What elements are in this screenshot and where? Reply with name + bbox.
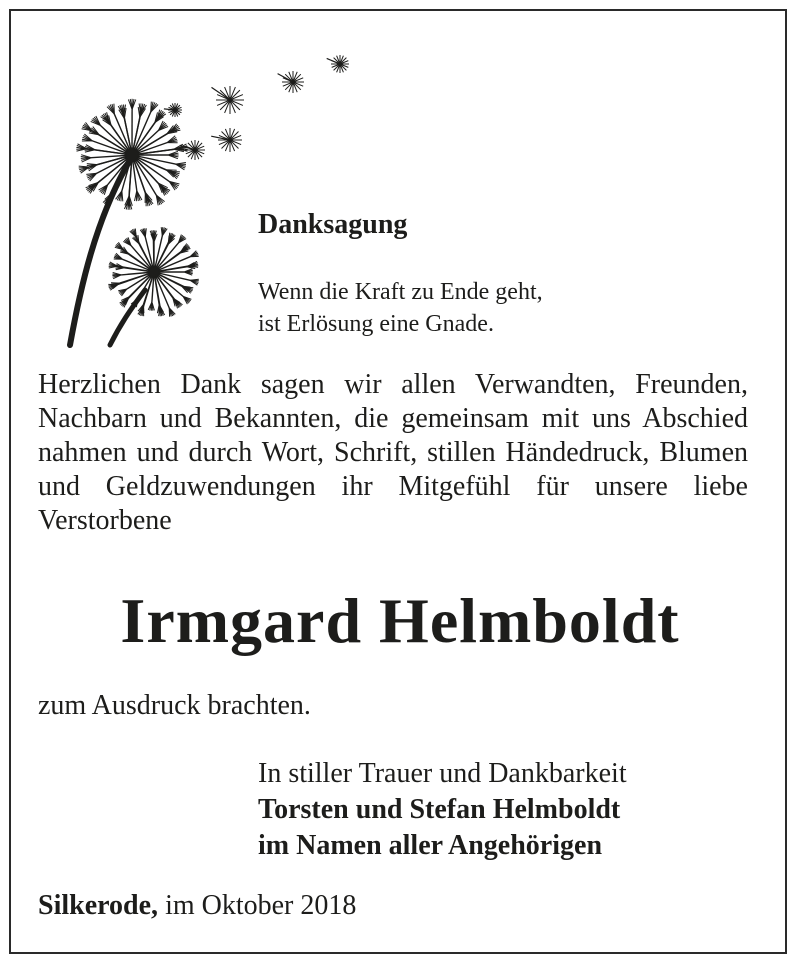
body-text: Herzlichen Dank sagen wir allen Verwandten, Freunden, Nachbarn und Bekannten, die gemeinsam mit uns Abschied nahmen und durch Wort, Schrift, stillen Händedruck, Blumen und Geldzuwendungen ihr Mitgefühl für unsere liebe Verstorbene	[38, 369, 748, 536]
place-date	[38, 890, 356, 922]
motto	[258, 276, 543, 340]
place-town: Silkerode,	[38, 890, 159, 921]
signers-line: In stiller Trauer und Dankbarkeit	[258, 758, 627, 789]
heading: Danksagung	[258, 209, 408, 240]
closing-line: zum Ausdruck brachten.	[38, 690, 311, 721]
signers-names: Torsten und Stefan Helmboldt	[258, 794, 621, 825]
deceased-name: Irmgard Helmboldt	[120, 585, 680, 656]
motto-line: ist Erlösung eine Gnade.	[258, 311, 494, 337]
motto-line: Wenn die Kraft zu Ende geht,	[258, 279, 543, 305]
signers-relatives: im Namen aller Angehörigen	[258, 830, 603, 861]
signers	[258, 756, 627, 864]
place-date-text: im Oktober 2018	[165, 890, 357, 921]
